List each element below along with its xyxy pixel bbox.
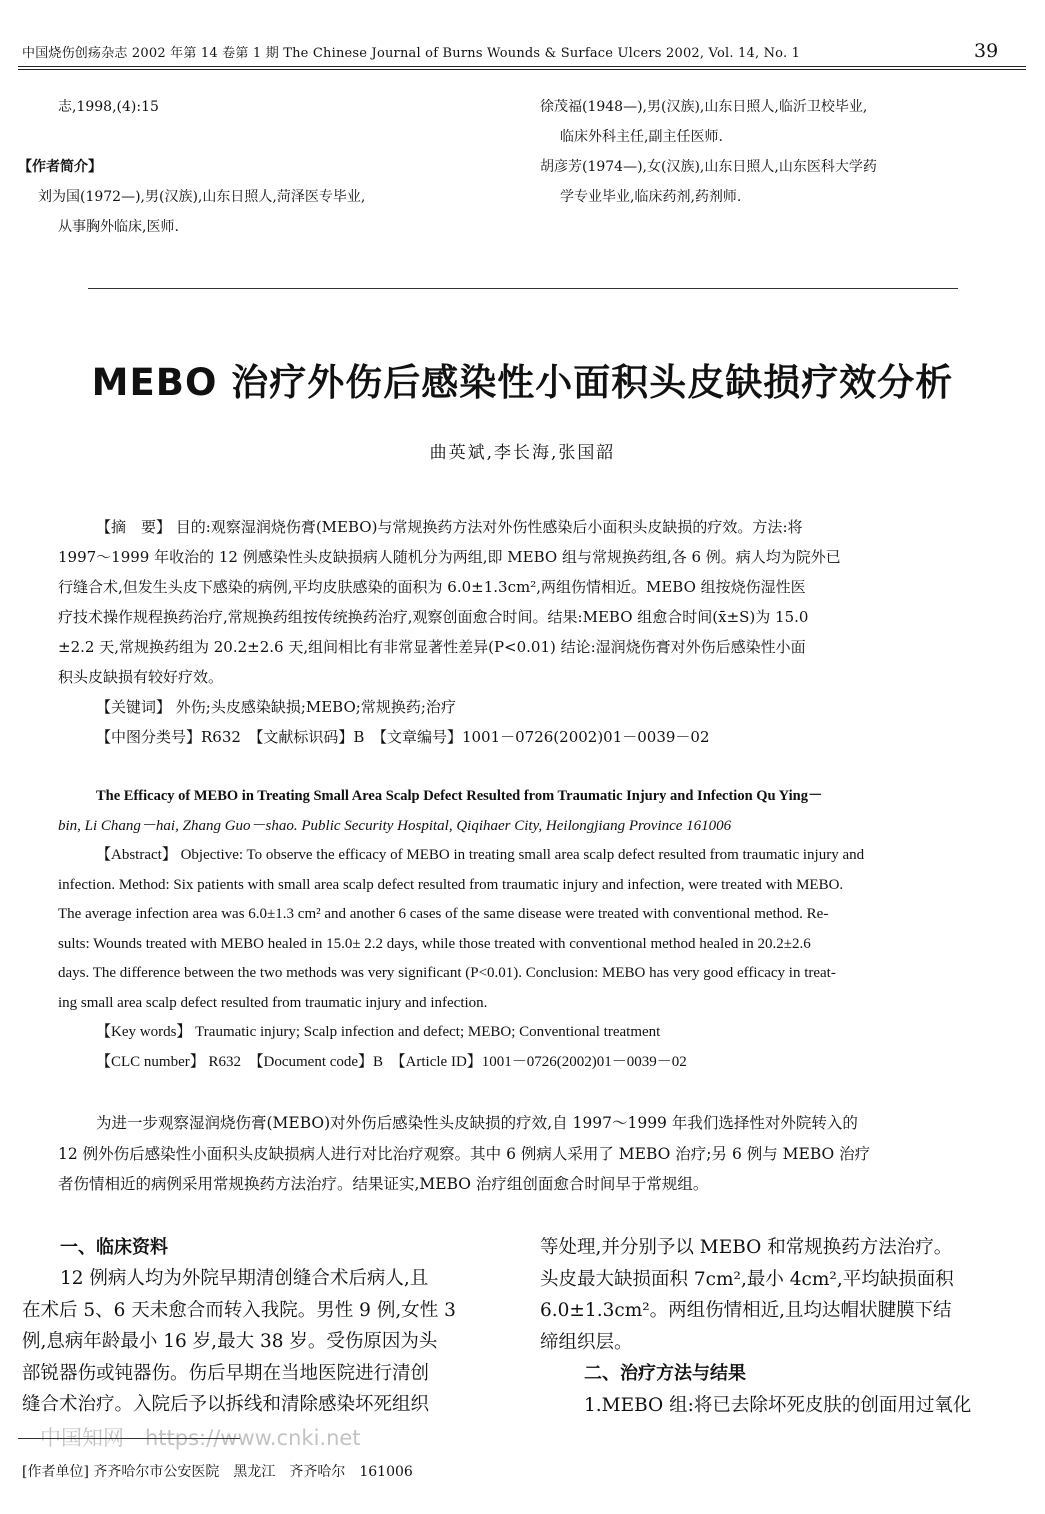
abstract-cn-line: 疗技术操作规程换药治疗,常规换药组按传统换药治疗,观察创面愈合时间。结果:MEBO 组愈合时间(x̄±S)为 15.0 bbox=[58, 608, 809, 626]
body-line: 在术后 5、6 天未愈合而转入我院。男性 9 例,女性 3 bbox=[22, 1299, 456, 1321]
abstract-en bbox=[58, 782, 990, 1077]
author1-line1: 刘为国(1972—),男(汉族),山东日照人,菏泽医专毕业, bbox=[38, 189, 366, 205]
abstract-cn bbox=[58, 512, 990, 752]
article-authors: 曲英斌,李长海,张国韶 bbox=[429, 443, 616, 463]
right-column bbox=[540, 1232, 1028, 1421]
classification-en: 【CLC number】 R632 【Document code】B 【Article ID】1001－0726(2002)01－0039－02 bbox=[96, 1053, 687, 1070]
abstract-cn-line: 【摘 要】 目的:观察湿润烧伤膏(MEBO)与常规换药方法对外伤性感染后小面积头皮缺损的疗效。方法:将 bbox=[96, 518, 803, 536]
keywords-en: 【Key words】 Traumatic injury; Scalp infection and defect; MEBO; Conventional treatment bbox=[96, 1024, 661, 1040]
header-rule bbox=[18, 66, 1026, 67]
abstract-cn-line: ±2.2 天,常规换药组为 20.2±2.6 天,组间相比有非常显著性差异(P<0.01) 结论:湿润烧伤膏对外伤后感染性小面 bbox=[58, 638, 806, 656]
body-line: 1.MEBO 组:将已去除坏死皮肤的创面用过氧化 bbox=[584, 1394, 972, 1416]
body-line: 例,息病年龄最小 16 岁,最大 38 岁。受伤原因为头 bbox=[22, 1331, 438, 1352]
footnote-rule bbox=[18, 1438, 240, 1439]
author2-line1: 徐茂福(1948—),男(汉族),山东日照人,临沂卫校毕业, bbox=[540, 99, 868, 115]
header-rule-2 bbox=[18, 69, 1026, 70]
page-number: 39 bbox=[974, 40, 999, 62]
body-line: 6.0±1.3cm²。两组伤情相近,且均达帽状腱膜下结 bbox=[540, 1300, 952, 1321]
body-line: 12 例病人均为外院早期清创缝合术后病人,且 bbox=[60, 1268, 429, 1289]
prev-ref-tail: 志,1998,(4):15 bbox=[58, 99, 159, 115]
abstract-en-line: infection. Method: Six patients with small area scalp defect resulted from traumatic injury and infection, were treated with MEBO. bbox=[58, 876, 844, 893]
intro-line: 者伤情相近的病例采用常规换药方法治疗。结果证实,MEBO 治疗组创面愈合时间早于常规组。 bbox=[58, 1175, 709, 1193]
intro-paragraph bbox=[58, 1108, 990, 1200]
abstract-en-line: sults: Wounds treated with MEBO healed in 15.0± 2.2 days, while those treated with conventional method healed in 20.2±2.6 bbox=[58, 935, 811, 952]
body-line: 缝合术治疗。入院后予以拆线和清除感染坏死组织 bbox=[22, 1394, 430, 1415]
running-head: 中国烧伤创疡杂志 2002 年第 14 卷第 1 期 The Chinese Journal of Burns Wounds & Surface Ulcers 2002, Vol. 14, No. 1 bbox=[22, 46, 801, 61]
left-column bbox=[22, 1232, 510, 1421]
author1-line2: 从事胸外临床,医师. bbox=[58, 219, 179, 235]
abstract-en-line: days. The difference between the two methods was very significant (P<0.01). Conclusion: MEBO has very good efficacy in treat- bbox=[58, 965, 836, 981]
body-line: 等处理,并分别予以 MEBO 和常规换药方法治疗。 bbox=[540, 1237, 953, 1258]
abstract-cn-line: 1997～1999 年收治的 12 例感染性头皮缺损病人随机分为两组,即 MEBO 组与常规换药组,各 6 例。病人均为院外已 bbox=[58, 548, 841, 566]
section-heading-clinical: 一、临床资料 bbox=[60, 1237, 168, 1258]
abstract-cn-line: 行缝合术,但发生头皮下感染的病例,平均皮肤感染的面积为 6.0±1.3cm²,两组伤情相近。MEBO 组按烧伤湿性医 bbox=[58, 578, 806, 596]
author-profile-heading: 【作者简介】 bbox=[18, 159, 102, 175]
abstract-en-line: ing small area scalp defect resulted from traumatic injury and infection. bbox=[58, 994, 488, 1011]
body-line: 头皮最大缺损面积 7cm²,最小 4cm²,平均缺损面积 bbox=[540, 1268, 954, 1290]
article-title: MEBO 治疗外伤后感染性小面积头皮缺损疗效分析 bbox=[91, 361, 954, 404]
article-separator bbox=[88, 288, 958, 289]
keywords-cn: 【关键词】 外伤;头皮感染缺损;MEBO;常规换药;治疗 bbox=[96, 698, 456, 716]
body-line: 部锐器伤或钝器伤。伤后早期在当地医院进行清创 bbox=[22, 1362, 430, 1384]
intro-line: 12 例外伤后感染性小面积头皮缺损病人进行对比治疗观察。其中 6 例病人采用了 MEBO 治疗;另 6 例与 MEBO 治疗 bbox=[58, 1144, 871, 1163]
abstract-en-line: The average infection area was 6.0±1.3 cm² and another 6 cases of the same disease were treated with conventional method. Re- bbox=[58, 906, 829, 922]
classification-cn: 【中图分类号】R632 【文献标识码】B 【文章编号】1001－0726(2002)01－0039－02 bbox=[96, 728, 710, 746]
author2-line2: 临床外科主任,副主任医师. bbox=[560, 129, 723, 145]
abstract-cn-line: 积头皮缺损有较好疗效。 bbox=[58, 668, 224, 686]
english-author-line: bin, Li Chang－hai, Zhang Guo－shao. Public Security Hospital, Qiqihaer City, Heilongjiang Province 161006 bbox=[58, 817, 732, 834]
author-affiliation: [作者单位] 齐齐哈尔市公安医院 黑龙江 齐齐哈尔 161006 bbox=[22, 1464, 413, 1480]
author3-line2: 学专业毕业,临床药剂,药剂师. bbox=[560, 189, 742, 205]
intro-line: 为进一步观察湿润烧伤膏(MEBO)对外伤后感染性头皮缺损的疗效,自 1997～1999 年我们选择性对外院转入的 bbox=[96, 1114, 858, 1132]
author3-line1: 胡彦芳(1974—),女(汉族),山东日照人,山东医科大学药 bbox=[540, 159, 877, 175]
section-heading-treatment: 二、治疗方法与结果 bbox=[584, 1363, 746, 1384]
body-line: 缔组织层。 bbox=[540, 1331, 633, 1353]
cnki-watermark: 中国知网 https://www.cnki.net bbox=[40, 1426, 361, 1450]
abstract-en-line: 【Abstract】 Objective: To observe the efficacy of MEBO in treating small area scalp defect resulted from traumatic injury and bbox=[96, 847, 865, 863]
english-title-line: The Efficacy of MEBO in Treating Small Area Scalp Defect Resulted from Traumatic Injury and Infection Qu Ying－ bbox=[96, 788, 823, 804]
